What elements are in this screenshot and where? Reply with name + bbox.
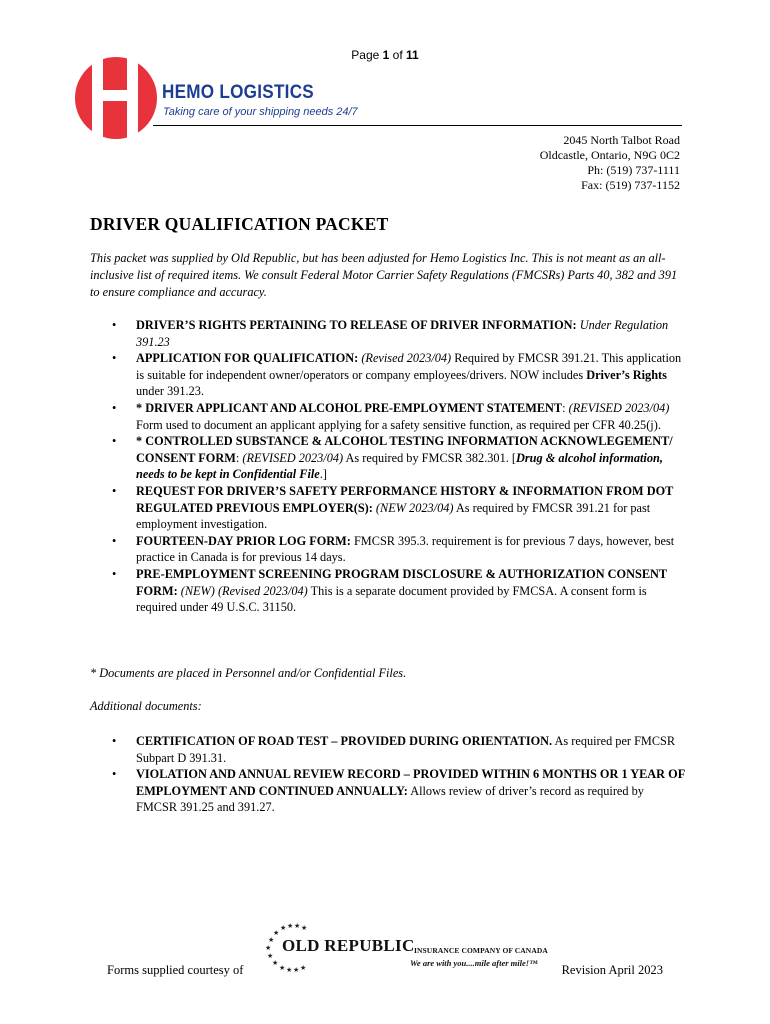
item-separator: : (562, 400, 569, 415)
brand-name: HEMO LOGISTICS (162, 82, 314, 103)
item-description: Required by FMCSR 391.21. This application is suitable for independent owner/operators or company employees/drivers. NOW includes (136, 351, 682, 382)
bullet-icon: • (112, 318, 117, 332)
list-item (112, 483, 687, 533)
hemo-logo-icon (74, 56, 158, 140)
item-emphasis: Driver’s Rights (586, 367, 667, 382)
item-title: PRE-EMPLOYMENT SCREENING PROGRAM DISCLOSURE & AUTHORIZATION CONSENT FORM: (136, 566, 667, 598)
insurer-logo-tagline: We are with you....mile after mile!™ (410, 958, 538, 968)
item-title: APPLICATION FOR QUALIFICATION: (136, 351, 359, 366)
address-phone: Ph: (519) 737-1111 (587, 163, 680, 177)
item-title: CERTIFICATION OF ROAD TEST – PROVIDED DURING ORIENTATION. (136, 734, 553, 748)
svg-text:★: ★ (287, 922, 294, 930)
list-item (112, 733, 687, 766)
bullet-icon: • (112, 434, 117, 449)
item-description: As required by FMCSR 382.301. [ (343, 450, 516, 465)
item-description: Form used to document an applicant applying for a safety sensitive function, as required per CFR 40.25(j). (136, 417, 661, 432)
footer-courtesy: Forms supplied courtesy of (107, 963, 244, 977)
list-item (112, 350, 687, 400)
list-item (112, 400, 687, 433)
svg-text:★: ★ (279, 964, 286, 972)
address-fax: Fax: (519) 737-1152 (581, 178, 680, 192)
item-description: As required per FMCSR Subpart D 391.31. (136, 734, 676, 765)
address-street: 2045 North Talbot Road (563, 133, 680, 147)
page-prefix: Page (351, 48, 383, 62)
bullet-icon: • (112, 566, 117, 581)
bullet-icon: • (112, 734, 117, 748)
bullet-icon: • (112, 767, 117, 782)
additional-documents-heading: Additional documents: (90, 699, 202, 713)
page-of: of (389, 48, 407, 62)
item-description-end: .] (319, 467, 327, 482)
item-description: FMCSR 395.3. requirement is for previous 7 days, however, best practice in Canada is for previous 14 days. (136, 533, 675, 565)
item-revision: (NEW 2023/04) (372, 500, 454, 515)
item-description-end: under 391.23. (136, 384, 204, 399)
item-title: DRIVER’S RIGHTS PERTAINING TO RELEASE OF DRIVER INFORMATION: (136, 318, 577, 332)
list-item (112, 533, 687, 566)
item-title: REQUEST FOR DRIVER’S SAFETY PERFORMANCE HISTORY & INFORMATION FROM DOT REGULATED PREVIOUS EMPLOYER(S): (136, 483, 674, 515)
svg-text:★: ★ (265, 944, 272, 952)
bullet-icon: • (112, 483, 117, 498)
svg-text:★: ★ (267, 952, 274, 960)
item-revision: (REVISED 2023/04) (568, 400, 670, 415)
insurer-logo-name: OLD REPUBLIC (282, 936, 415, 955)
header-divider (153, 125, 682, 126)
brand-tagline: Taking care of your shipping needs 24/7 (163, 106, 358, 118)
list-item (112, 433, 687, 483)
page-total: 11 (406, 48, 419, 62)
svg-text:★: ★ (294, 922, 301, 930)
address-city: Oldcastle, Ontario, N9G 0C2 (539, 148, 680, 162)
bullet-icon: • (112, 533, 117, 548)
insurer-logo-subtitle: INSURANCE COMPANY OF CANADA (414, 946, 548, 955)
intro-paragraph: This packet was supplied by Old Republic, but has been adjusted for Hemo Logistics Inc. This is not meant as an all-inclusive list of required items. We consult Federal Motor Carrier Safety Regulations (FMCSRs) Parts 40, 382 and 391 to ensure compliance and accuracy. (90, 251, 678, 299)
svg-text:★: ★ (272, 959, 279, 967)
footer-revision: Revision April 2023 (561, 963, 663, 977)
list-item (112, 766, 687, 816)
document-title: DRIVER QUALIFICATION PACKET (90, 214, 389, 234)
svg-text:★: ★ (280, 924, 287, 932)
files-note: * Documents are placed in Personnel and/or Confidential Files. (90, 666, 407, 680)
list-item (112, 317, 687, 350)
svg-text:★: ★ (286, 966, 293, 974)
svg-text:★: ★ (293, 966, 300, 974)
svg-text:★: ★ (273, 929, 280, 937)
item-description: This is a separate document provided by FMCSA. A consent form is required under 49 U.S.C. 31150. (136, 583, 647, 615)
bullet-icon: • (112, 351, 117, 366)
item-title: * DRIVER APPLICANT AND ALCOHOL PRE-EMPLOYMENT STATEMENT (136, 400, 563, 415)
required-documents-list (112, 317, 687, 616)
item-title: FOURTEEN-DAY PRIOR LOG FORM: (136, 533, 351, 548)
item-description: Allows review of driver’s record as required by FMCSR 391.25 and 391.27. (136, 783, 644, 815)
item-description: As required by FMCSR 391.21 for past employment investigation. (136, 500, 651, 532)
svg-text:★: ★ (301, 924, 308, 932)
company-address (540, 133, 680, 193)
bullet-icon: • (112, 400, 117, 415)
item-revision: (Revised 2023/04) (358, 351, 452, 366)
svg-text:★: ★ (300, 964, 307, 972)
page-current: 1 (382, 48, 390, 62)
item-separator: : (235, 450, 243, 465)
svg-text:★: ★ (268, 936, 275, 944)
list-item (112, 566, 687, 616)
item-revision: (REVISED 2023/04) (242, 450, 344, 465)
additional-documents-list (112, 733, 687, 816)
item-revision: (NEW) (Revised 2023/04) (177, 583, 308, 598)
item-title: VIOLATION AND ANNUAL REVIEW RECORD – PROVIDED WITHIN 6 MONTHS OR 1 YEAR OF EMPLOYMENT AND CONTINUED ANNUALLY: (136, 767, 685, 798)
item-title: * CONTROLLED SUBSTANCE & ALCOHOL TESTING INFORMATION ACKNOWLEGEMENT/ CONSENT FORM (136, 434, 673, 465)
item-note: Under Regulation 391.23 (136, 318, 669, 349)
item-confidential-note: Drug & alcohol information, needs to be kept in Confidential File (136, 450, 663, 482)
